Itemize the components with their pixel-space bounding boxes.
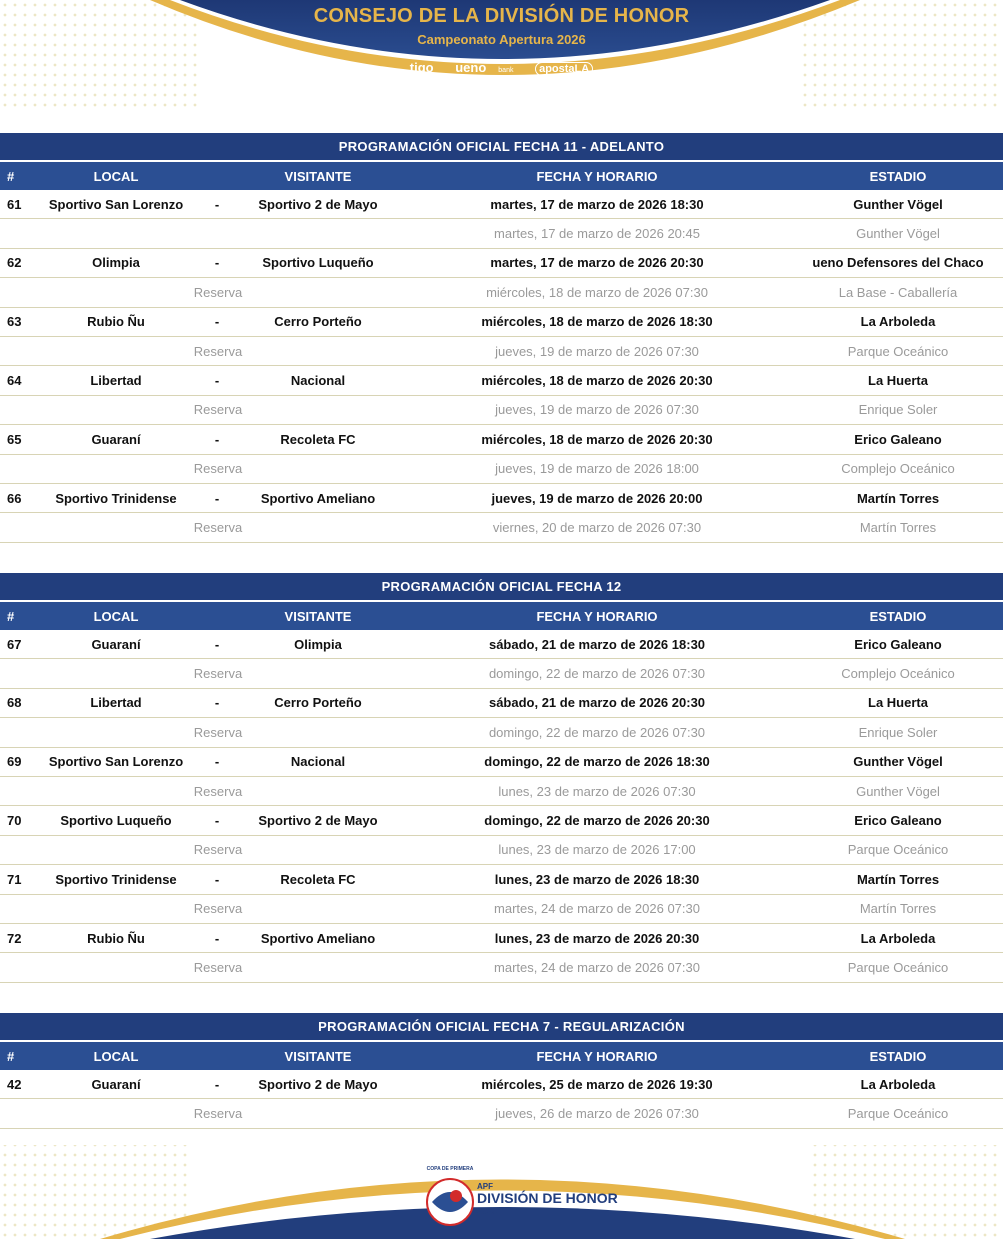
- match-row: [0, 484, 1003, 513]
- reserve-estadio: Martín Torres: [859, 519, 937, 535]
- reserve-fecha: domingo, 22 de marzo de 2026 07:30: [488, 724, 706, 740]
- col-estadio: ESTADIO: [869, 1048, 927, 1064]
- ueno-logo: ueno bank: [455, 60, 514, 75]
- reserve-fecha: jueves, 26 de marzo de 2026 07:30: [495, 1106, 699, 1122]
- match-dash: -: [214, 636, 220, 652]
- reserve-row: [0, 659, 1003, 688]
- match-fecha: miércoles, 18 de marzo de 2026 20:30: [481, 431, 713, 447]
- match-estadio: Erico Galeano: [854, 813, 942, 829]
- reserve-fecha: domingo, 22 de marzo de 2026 07:30: [488, 666, 706, 682]
- match-num: 72: [7, 930, 22, 946]
- reserve-label: Reserva: [193, 959, 243, 975]
- match-dash: -: [214, 871, 220, 887]
- match-visitante: Recoleta FC: [280, 871, 356, 887]
- reserve-estadio: Parque Oceánico: [847, 842, 949, 858]
- ueno-bank-text: bank: [498, 67, 514, 74]
- column-header-row: [0, 1040, 1003, 1070]
- reserve-row: [0, 718, 1003, 747]
- reserve-label: Reserva: [193, 783, 243, 799]
- match-local: Guaraní: [91, 636, 141, 652]
- match-fecha: lunes, 23 de marzo de 2026 20:30: [494, 930, 700, 946]
- reserve-row: [0, 777, 1003, 806]
- match-local: Rubio Ñu: [87, 930, 145, 946]
- match-row: [0, 366, 1003, 395]
- match-local: Libertad: [90, 695, 142, 711]
- tigo-logo: tigo: [409, 60, 434, 75]
- match-estadio: Erico Galeano: [854, 431, 942, 447]
- match-dash: -: [214, 813, 220, 829]
- col-estadio: ESTADIO: [869, 168, 927, 184]
- reserve-row: [0, 278, 1003, 307]
- reserve-estadio: Parque Oceánico: [847, 343, 949, 359]
- match-row: [0, 1070, 1003, 1099]
- reserve-label: Reserva: [193, 343, 243, 359]
- schedule-section: [0, 133, 1003, 543]
- reserve-fecha: viernes, 20 de marzo de 2026 07:30: [492, 519, 702, 535]
- reserve-label: Reserva: [193, 519, 243, 535]
- match-dash: -: [214, 255, 220, 271]
- reserve-estadio: Gunther Vögel: [856, 783, 940, 799]
- match-row: [0, 249, 1003, 278]
- col-fecha: FECHA Y HORARIO: [536, 168, 658, 184]
- match-visitante: Nacional: [290, 754, 346, 770]
- reserve-fecha: jueves, 19 de marzo de 2026 18:00: [495, 461, 699, 477]
- col-number: #: [7, 168, 15, 184]
- match-num: 71: [7, 871, 22, 887]
- reserve-fecha: jueves, 19 de marzo de 2026 07:30: [495, 343, 699, 359]
- match-num: 68: [7, 695, 22, 711]
- match-local: Sportivo San Lorenzo: [48, 754, 184, 770]
- reserve-label: Reserva: [193, 901, 243, 917]
- match-row: [0, 806, 1003, 835]
- match-estadio: Martín Torres: [856, 871, 940, 887]
- reserve-estadio: La Base - Caballería: [838, 284, 958, 300]
- col-number: #: [7, 608, 15, 624]
- col-local: LOCAL: [93, 168, 139, 184]
- match-dash: -: [214, 490, 220, 506]
- match-visitante: Sportivo 2 de Mayo: [258, 196, 378, 212]
- match-num: 70: [7, 813, 22, 829]
- reserve-row: [0, 337, 1003, 366]
- division-name: DIVISIÓN DE HONOR: [477, 1190, 618, 1206]
- reserve-fecha: lunes, 23 de marzo de 2026 17:00: [498, 842, 696, 858]
- aposta-logo: apostaLA: [535, 62, 593, 76]
- reserve-row: [0, 895, 1003, 924]
- match-estadio: ueno Defensores del Chaco: [812, 255, 984, 271]
- match-local: Sportivo Trinidense: [55, 871, 177, 887]
- reserve-row: [0, 836, 1003, 865]
- col-visitante: VISITANTE: [284, 168, 352, 184]
- match-visitante: Olimpia: [294, 636, 342, 652]
- match-estadio: La Arboleda: [860, 930, 936, 946]
- match-row: [0, 190, 1003, 219]
- sponsor-logos: [0, 60, 1003, 76]
- match-row: [0, 425, 1003, 454]
- match-dash: -: [214, 373, 220, 389]
- section-title: PROGRAMACIÓN OFICIAL FECHA 12: [0, 573, 1003, 600]
- match-num: 65: [7, 431, 22, 447]
- match-num: 64: [7, 373, 22, 389]
- page-subtitle: Campeonato Apertura 2026: [417, 32, 586, 47]
- match-row: [0, 865, 1003, 894]
- copa-arc-text: COPA DE PRIMERA: [426, 1166, 474, 1172]
- col-local: LOCAL: [93, 1048, 139, 1064]
- reserve-estadio: Martín Torres: [859, 901, 937, 917]
- match-estadio: Martín Torres: [856, 490, 940, 506]
- match-estadio: Gunther Vögel: [853, 196, 943, 212]
- match-fecha: sábado, 21 de marzo de 2026 20:30: [488, 695, 706, 711]
- reserve-label: Reserva: [193, 461, 243, 477]
- col-fecha: FECHA Y HORARIO: [536, 1048, 658, 1064]
- reserve-label: Reserva: [193, 666, 243, 682]
- match-estadio: La Arboleda: [860, 314, 936, 330]
- match-local: Libertad: [90, 373, 142, 389]
- match-fecha: miércoles, 25 de marzo de 2026 19:30: [481, 1076, 713, 1092]
- reserve-label: Reserva: [193, 1106, 243, 1122]
- match-visitante: Sportivo Ameliano: [260, 490, 376, 506]
- reserve-label: Reserva: [193, 402, 243, 418]
- col-estadio: ESTADIO: [869, 608, 927, 624]
- match-fecha: domingo, 22 de marzo de 2026 20:30: [484, 813, 710, 829]
- match-fecha: martes, 17 de marzo de 2026 18:30: [490, 196, 704, 212]
- reserve-estadio: Enrique Soler: [858, 724, 938, 740]
- match-row: [0, 748, 1003, 777]
- reserve-fecha: jueves, 19 de marzo de 2026 07:30: [495, 402, 699, 418]
- reserve-estadio: Parque Oceánico: [847, 1106, 949, 1122]
- match-dash: -: [214, 754, 220, 770]
- division-logo-text: [477, 1182, 618, 1216]
- reserve-fecha: martes, 24 de marzo de 2026 07:30: [494, 959, 700, 975]
- reserve-row: [0, 455, 1003, 484]
- reserve-fecha: martes, 24 de marzo de 2026 07:30: [494, 901, 700, 917]
- match-row: [0, 308, 1003, 337]
- match-fecha: sábado, 21 de marzo de 2026 18:30: [488, 636, 706, 652]
- match-fecha: jueves, 19 de marzo de 2026 20:00: [491, 490, 703, 506]
- match-num: 42: [7, 1076, 22, 1092]
- match-local: Rubio Ñu: [87, 314, 145, 330]
- match-row: [0, 689, 1003, 718]
- match-visitante: Nacional: [290, 373, 346, 389]
- division-year: 2026: [477, 1206, 498, 1216]
- reserve-row: [0, 953, 1003, 982]
- match-row: [0, 924, 1003, 953]
- match-fecha: lunes, 23 de marzo de 2026 18:30: [494, 871, 700, 887]
- reserve-row: [0, 513, 1003, 542]
- match-local: Olimpia: [92, 255, 140, 271]
- apf-label: APF: [477, 1182, 493, 1191]
- match-num: 67: [7, 636, 22, 652]
- match-visitante: Sportivo 2 de Mayo: [258, 813, 378, 829]
- match-dash: -: [214, 930, 220, 946]
- match-dash: -: [214, 196, 220, 212]
- reserve-fecha: lunes, 23 de marzo de 2026 07:30: [498, 783, 696, 799]
- col-fecha: FECHA Y HORARIO: [536, 608, 658, 624]
- reserve-estadio: Gunther Vögel: [856, 226, 940, 242]
- reserve-estadio: Enrique Soler: [858, 402, 938, 418]
- match-fecha: miércoles, 18 de marzo de 2026 18:30: [481, 314, 713, 330]
- match-visitante: Cerro Porteño: [274, 314, 362, 330]
- match-estadio: Erico Galeano: [854, 636, 942, 652]
- col-visitante: VISITANTE: [284, 608, 352, 624]
- reserve-fecha: miércoles, 18 de marzo de 2026 07:30: [486, 284, 708, 300]
- footer-banner: [0, 1140, 1003, 1239]
- header-banner: [0, 0, 1003, 120]
- section-title: PROGRAMACIÓN OFICIAL FECHA 7 - REGULARIZACIÓN: [0, 1013, 1003, 1040]
- match-dash: -: [214, 1076, 220, 1092]
- reserve-estadio: Complejo Oceánico: [841, 461, 955, 477]
- reserve-estadio: Parque Oceánico: [847, 959, 949, 975]
- match-row: [0, 630, 1003, 659]
- match-dash: -: [214, 314, 220, 330]
- match-visitante: Cerro Porteño: [274, 695, 362, 711]
- match-visitante: Sportivo Ameliano: [260, 930, 376, 946]
- match-num: 63: [7, 314, 22, 330]
- match-local: Sportivo San Lorenzo: [48, 196, 184, 212]
- reserve-estadio: Complejo Oceánico: [841, 666, 955, 682]
- match-fecha: domingo, 22 de marzo de 2026 18:30: [484, 754, 710, 770]
- match-estadio: La Huerta: [868, 373, 928, 389]
- match-num: 66: [7, 490, 22, 506]
- match-visitante: Recoleta FC: [280, 431, 356, 447]
- match-dash: -: [214, 695, 220, 711]
- reserve-label: Reserva: [193, 842, 243, 858]
- match-num: 62: [7, 255, 22, 271]
- match-visitante: Sportivo Luqueño: [262, 255, 374, 271]
- match-num: 69: [7, 754, 22, 770]
- column-header-row: [0, 160, 1003, 190]
- match-dash: -: [214, 431, 220, 447]
- col-visitante: VISITANTE: [284, 1048, 352, 1064]
- col-number: #: [7, 1048, 15, 1064]
- match-local: Guaraní: [91, 431, 141, 447]
- reserve-label: Reserva: [193, 284, 243, 300]
- match-fecha: miércoles, 18 de marzo de 2026 20:30: [481, 373, 713, 389]
- col-local: LOCAL: [93, 608, 139, 624]
- section-title: PROGRAMACIÓN OFICIAL FECHA 11 - ADELANTO: [0, 133, 1003, 160]
- match-fecha: martes, 17 de marzo de 2026 20:30: [490, 255, 704, 271]
- match-local: Guaraní: [91, 1076, 141, 1092]
- reserve-label: Reserva: [193, 724, 243, 740]
- schedule-section: [0, 1013, 1003, 1129]
- match-local: Sportivo Luqueño: [60, 813, 172, 829]
- match-estadio: Gunther Vögel: [853, 754, 943, 770]
- reserve-fecha: martes, 17 de marzo de 2026 20:45: [494, 226, 700, 242]
- schedule-section: [0, 573, 1003, 983]
- reserve-row: [0, 396, 1003, 425]
- match-visitante: Sportivo 2 de Mayo: [258, 1076, 378, 1092]
- match-estadio: La Arboleda: [860, 1076, 936, 1092]
- reserve-label: [160, 219, 276, 247]
- reserve-row: [0, 1099, 1003, 1128]
- match-estadio: La Huerta: [868, 695, 928, 711]
- match-local: Sportivo Trinidense: [55, 490, 177, 506]
- column-header-row: [0, 600, 1003, 630]
- page-title: CONSEJO DE LA DIVISIÓN DE HONOR: [313, 5, 690, 27]
- reserve-row: [0, 219, 1003, 248]
- match-num: 61: [7, 196, 22, 212]
